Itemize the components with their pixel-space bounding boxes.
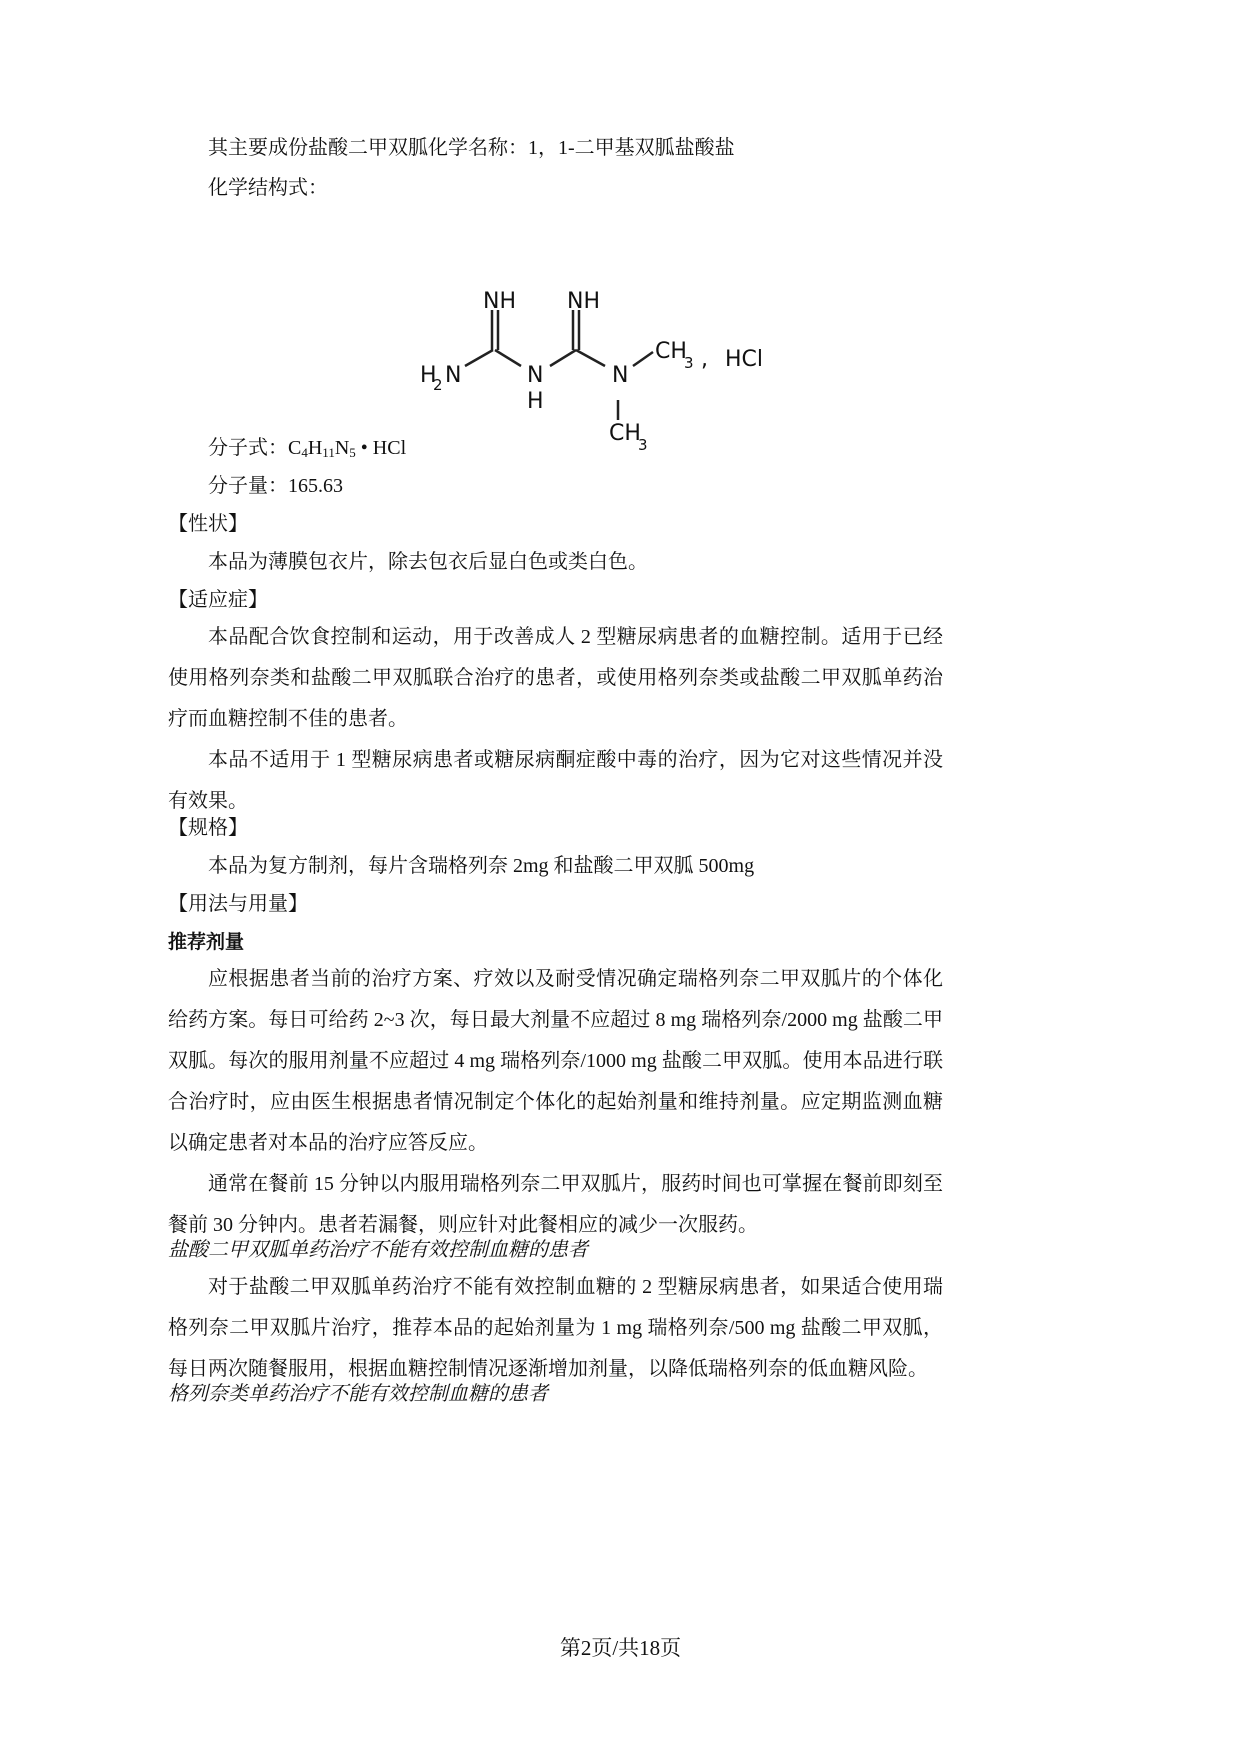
italic-heading-metformin-monotherapy: 盐酸二甲双胍单药治疗不能有效控制血糖的患者 bbox=[168, 1239, 588, 1261]
heading-dosage: 【用法与用量】 bbox=[168, 893, 308, 915]
svg-text:CH: CH bbox=[655, 339, 687, 364]
svg-text:3: 3 bbox=[638, 436, 648, 454]
svg-text:N: N bbox=[612, 363, 629, 388]
subheading-recommended-dose: 推荐剂量 bbox=[168, 931, 245, 953]
chemical-name-line: 其主要成份盐酸二甲双胍化学名称：1，1-二甲基双胍盐酸盐 bbox=[208, 137, 735, 159]
heading-properties: 【性状】 bbox=[168, 513, 248, 535]
svg-text:,: , bbox=[701, 347, 708, 372]
structure-label: 化学结构式： bbox=[208, 177, 328, 199]
dosage-paragraph-3: 对于盐酸二甲双胍单药治疗不能有效控制血糖的 2 型糖尿病患者，如果适合使用瑞格列奈二甲双胍片治疗，推荐本品的起始剂量为 1 mg 瑞格列奈/500 mg 盐酸二甲双胍，每日两次随餐服用，根据血糖控制情况逐渐增加剂量，以降低瑞格列奈的低血糖风险。 bbox=[168, 1276, 943, 1380]
molecular-formula: 分子式：$C_4H_{11}N_5$ • HCl bbox=[208, 437, 407, 460]
label-nh-left: NH bbox=[483, 289, 516, 314]
indications-paragraph-2: 本品不适用于 1 型糖尿病患者或糖尿病酮症酸中毒的治疗，因为它对这些情况并没有效果。 bbox=[168, 749, 943, 812]
svg-text:N: N bbox=[527, 363, 544, 388]
svg-text:CH: CH bbox=[609, 421, 641, 446]
svg-text:HCl: HCl bbox=[725, 347, 764, 372]
label-nh-right: NH bbox=[567, 289, 600, 314]
italic-heading-glinide-monotherapy: 格列奈类单药治疗不能有效控制血糖的患者 bbox=[168, 1383, 548, 1405]
heading-indications: 【适应症】 bbox=[168, 589, 268, 611]
dosage-paragraph-2: 通常在餐前 15 分钟以内服用瑞格列奈二甲双胍片，服药时间也可掌握在餐前即刻至餐前 30 分钟内。患者若漏餐，则应针对此餐相应的减少一次服药。 bbox=[168, 1173, 943, 1236]
metformin-structure-icon bbox=[405, 258, 805, 458]
page-footer: 第2页/共18页 bbox=[559, 1636, 682, 1660]
svg-text:H: H bbox=[420, 363, 437, 388]
svg-text:N: N bbox=[445, 363, 462, 388]
svg-text:H: H bbox=[527, 389, 544, 414]
svg-text:3: 3 bbox=[684, 354, 694, 372]
dosage-paragraph-1: 应根据患者当前的治疗方案、疗效以及耐受情况确定瑞格列奈二甲双胍片的个体化给药方案。每日可给药 2~3 次，每日最大剂量不应超过 8 mg 瑞格列奈/2000 mg 盐酸二甲双胍。每次的服用剂量不应超过 4 mg 瑞格列奈/1000 mg 盐酸二甲双胍。使用本品进行联合治疗时，应由医生根据患者情况制定个体化的起始剂量和维持剂量。应定期监测血糖以确定患者对本品的治疗应答反应。 bbox=[168, 968, 943, 1154]
chemical-structure-diagram bbox=[405, 258, 805, 458]
indications-paragraph-1: 本品配合饮食控制和运动，用于改善成人 2 型糖尿病患者的血糖控制。适用于已经使用格列奈类和盐酸二甲双胍联合治疗的患者，或使用格列奈类或盐酸二甲双胍单药治疗而血糖控制不佳的患者。 bbox=[168, 626, 943, 730]
molecular-weight: 分子量：165.63 bbox=[208, 475, 343, 497]
properties-text: 本品为薄膜包衣片，除去包衣后显白色或类白色。 bbox=[208, 551, 648, 573]
heading-specification: 【规格】 bbox=[168, 817, 248, 839]
specification-text: 本品为复方制剂，每片含瑞格列奈 2mg 和盐酸二甲双胍 500mg bbox=[208, 855, 755, 877]
svg-text:2: 2 bbox=[433, 376, 443, 394]
